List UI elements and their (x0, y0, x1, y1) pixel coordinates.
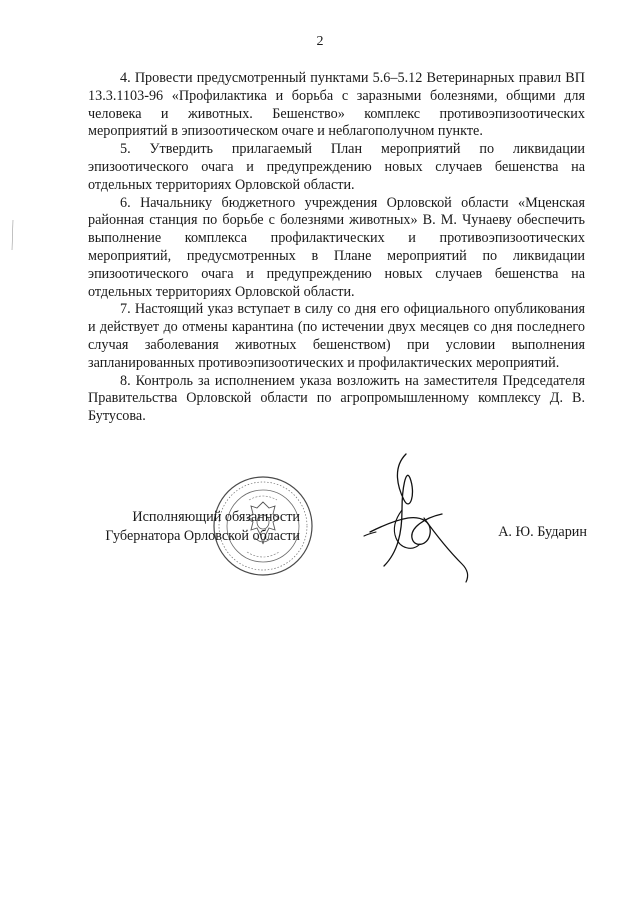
paragraph-number: 6. (120, 194, 131, 211)
paragraph-text: Утвердить прилагаемый План мероприятий по ликвидации эпизоотического очага и предупреждению новых случаев бешенства на отдельных территориях Орловской области. (88, 141, 586, 193)
paragraph-6 (88, 195, 585, 302)
paragraph-text: Контроль за исполнением указа возложить на заместителя Председателя Правительства Орловской области по агропромышленному комплексу Д. В. Бутусова. (88, 372, 585, 425)
paragraph-text: Начальнику бюджетного учреждения Орловской области «Мценская районная станция по борьбе с болезнями животных» В. М. Чунаеву обеспечить выполнение комплекса профилактических и противоэпизоотических мероприятий, предусмотренных в Плане мероприятий по ликвидации эпизоотического очага и предупреждению новых случаев бешенства на отдельных территориях Орловской области. (88, 194, 586, 300)
paragraph-4 (88, 70, 585, 141)
paragraph-8 (88, 373, 585, 426)
page-number: 2 (316, 34, 324, 49)
paragraph-text: Провести предусмотренный пунктами 5.6–5.12 Ветеринарных правил ВП 13.3.1103-96 «Профилактика и борьба с заразными болезнями, общими для человека и животных. Бешенство» комплекс противоэпизоотических мероприятий в эпизоотическом очаге и неблагополучном пункте. (88, 70, 586, 140)
handwritten-signature (362, 448, 482, 588)
paragraph-7 (88, 301, 585, 372)
signatory-position (0, 508, 300, 546)
paragraph-number: 7. (120, 301, 131, 318)
paragraph-text: Настоящий указ вступает в силу со дня его официального опубликования и действует до отмены карантина (по истечении двух месяцев со дня последнего случая заболевания животных бешенством) при условии выполнения запланированных противоэпизоотических и профилактических мероприятий. (88, 301, 586, 371)
decree-body (88, 70, 585, 426)
signatory-name: А. Ю. Бударин (498, 524, 587, 540)
paragraph-5 (88, 141, 585, 194)
signatory-position-line1: Исполняющий обязанности (132, 509, 300, 525)
paragraph-number: 5. (120, 141, 131, 158)
signatory-position-line2: Губернатора Орловской области (105, 528, 300, 544)
margin-mark (10, 220, 16, 250)
official-stamp (211, 474, 315, 578)
paragraph-number: 4. (120, 70, 131, 86)
paragraph-number: 8. (120, 372, 131, 389)
